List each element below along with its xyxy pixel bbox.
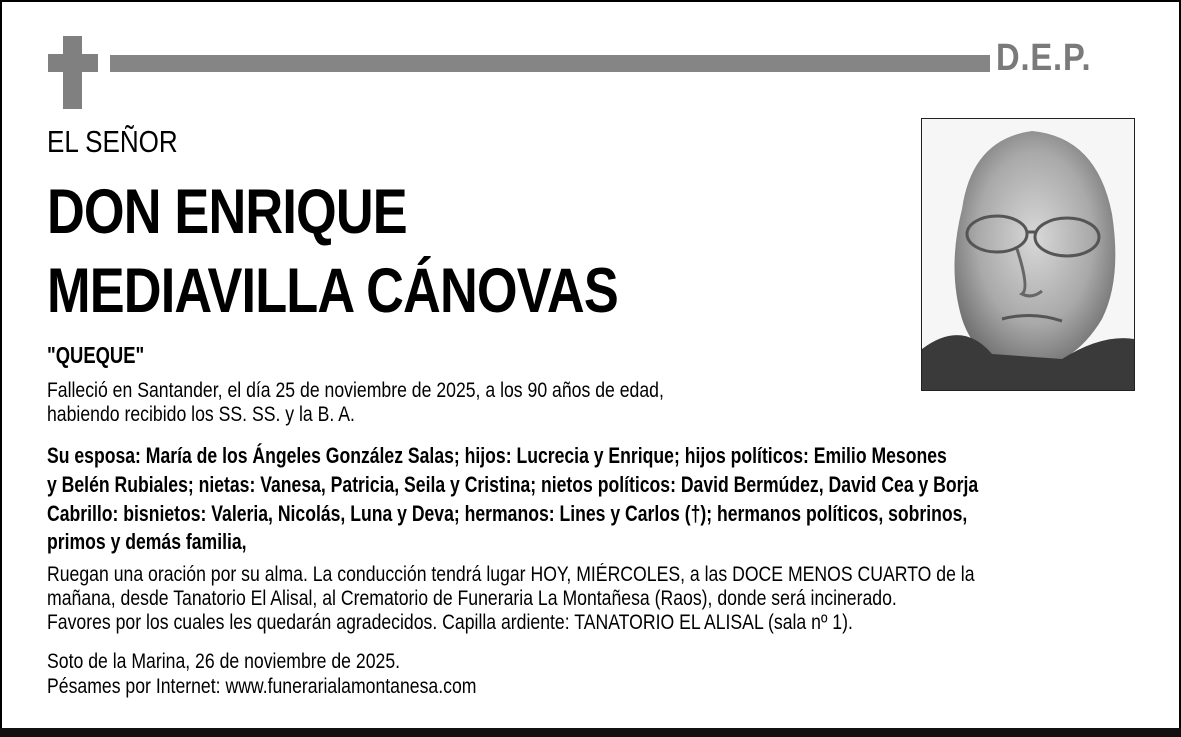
service-line-3: Favores por los cuales les quedarán agradecidos. Capilla ardiente: TANATORIO EL ALISAL (sala nº 1).	[47, 611, 853, 634]
condolences-link[interactable]: Pésames por Internet: www.funerarialamontanesa.com	[47, 675, 477, 698]
deceased-name-line-2: MEDIAVILLA CÁNOVAS	[47, 256, 618, 326]
header-rule	[110, 55, 990, 72]
honorific: EL SEÑOR	[47, 124, 178, 159]
cross-horizontal-bar	[48, 54, 98, 72]
place-date: Soto de la Marina, 26 de noviembre de 2025.	[47, 650, 401, 673]
service-line-2: mañana, desde Tanatorio El Alisal, al Crematorio de Funeraria La Montañesa (Raos), donde será incinerado.	[47, 587, 897, 610]
family-line-2: y Belén Rubiales; nietas: Vanesa, Patricia, Seila y Cristina; nietos políticos: David Bermúdez, David Cea y Borja	[47, 472, 979, 497]
dep-label: D.E.P.	[996, 37, 1092, 79]
death-notice-line-1: Falleció en Santander, el día 25 de noviembre de 2025, a los 90 años de edad,	[47, 379, 664, 402]
service-line-1: Ruegan una oración por su alma. La conducción tendrá lugar HOY, MIÉRCOLES, a las DOCE MENOS CUARTO de la	[47, 563, 975, 586]
family-line-4: primos y demás familia,	[47, 529, 247, 554]
bottom-border	[0, 728, 1181, 737]
family-line-3: Cabrillo: bisnietos: Valeria, Nicolás, Luna y Deva; hermanos: Lines y Carlos (†); hermanos políticos, sobrinos,	[47, 501, 968, 526]
death-notice-line-2: habiendo recibido los SS. SS. y la B. A.	[47, 403, 355, 426]
portrait-image	[922, 119, 1134, 390]
cross-vertical-bar	[63, 36, 82, 109]
nickname: "QUEQUE"	[47, 342, 145, 368]
family-line-1: Su esposa: María de los Ángeles González Salas; hijos: Lucrecia y Enrique; hijos políticos: Emilio Mesones	[47, 443, 947, 468]
portrait-photo	[921, 118, 1135, 391]
deceased-name-line-1: DON ENRIQUE	[47, 177, 407, 247]
